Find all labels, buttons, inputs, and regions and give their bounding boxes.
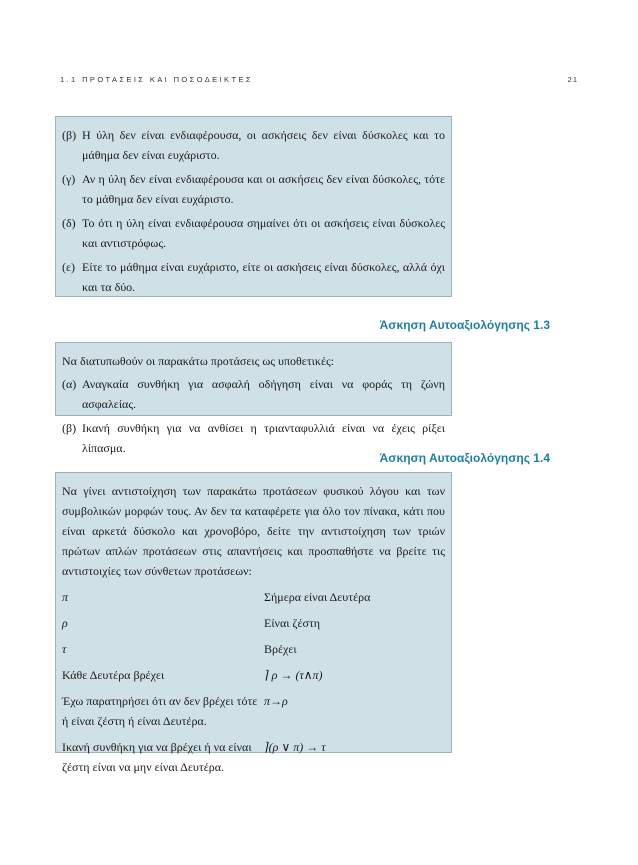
list-item: [62, 125, 445, 165]
row-right: Σήμερα είναι Δευτέρα: [264, 590, 371, 604]
matching-row: [62, 587, 445, 607]
exercise-13-title: Άσκηση Αυτοαξιολόγησης 1.3: [379, 318, 550, 332]
row-left: τ: [62, 642, 67, 656]
exercise-14-intro: Να γίνει αντιστοίχηση των παρακάτω προτάσεων φυσικού λόγου και των συμβολικών μορφών τους. Αν δεν τα καταφέρετε για όλο τον πίνακα, κάτι που είναι αρκετά δύσκολο και χρονοβόρο, δείτε την αντιστοίχηση των τριών πρώτων απλών προτάσεων στις απαντήσεις και προσπαθήστε να βρείτε τις αντιστοιχίες των σύνθετων προτάσεων:: [62, 484, 445, 578]
list-item: [62, 374, 445, 414]
matching-row: [62, 691, 445, 731]
item-text: Το ότι η ύλη είναι ενδιαφέρουσα σημαίνει ότι οι ασκήσεις είναι δύσκολες και αντιστρόφως.: [82, 216, 445, 250]
item-label: (β): [62, 128, 77, 142]
row-right: Είναι ζέστη: [264, 616, 321, 630]
list-item: [62, 169, 445, 209]
item-text: Είτε το μάθημα είναι ευχάριστο, είτε οι ασκήσεις είναι δύσκολες, αλλά όχι και τα δύο.: [82, 260, 445, 294]
item-label: (γ): [62, 172, 76, 186]
matching-row: [62, 613, 445, 633]
item-label: (β): [62, 421, 77, 435]
row-left: Κάθε Δευτέρα βρέχει: [62, 668, 165, 682]
row-right: ⌉ ρ → (τ∧π): [264, 668, 323, 682]
exercise-14-box: [55, 472, 452, 774]
list-item: [62, 213, 445, 253]
row-right: Βρέχει: [264, 642, 297, 656]
page-number: 21: [567, 75, 578, 84]
item-text: Η ύλη δεν είναι ενδιαφέρουσα, οι ασκήσεις δεν είναι δύσκολες και το μάθημα δεν είναι ευχάριστο.: [82, 128, 445, 162]
item-label: (α): [62, 377, 77, 391]
item-text: Ικανή συνθήκη για να ανθίσει η τριανταφυλλιά είναι να έχεις ρίξει λίπασμα.: [82, 421, 445, 455]
list-item: [62, 257, 445, 297]
row-right: ⌉(ρ ∨ π) → τ: [264, 740, 326, 754]
item-label: (ε): [62, 260, 76, 274]
matching-row: [62, 665, 445, 685]
item-text: Αναγκαία συνθήκη για ασφαλή οδήγηση είναι να φοράς τη ζώνη ασφαλείας.: [82, 377, 445, 411]
matching-row: [62, 737, 445, 777]
item-text: Αν η ύλη δεν είναι ενδιαφέρουσα και οι ασκήσεις δεν είναι δύσκολες, τότε το μάθημα δεν είναι ευχάριστο.: [82, 172, 445, 206]
row-left: π: [62, 590, 69, 604]
row-left: ρ: [62, 616, 68, 630]
exercise-continuation-box: [55, 116, 452, 297]
matching-row: [62, 639, 445, 659]
exercise-13-intro: Να διατυπωθούν οι παρακάτω προτάσεις ως υποθετικές:: [62, 354, 335, 368]
row-right: π→ρ: [264, 694, 288, 708]
exercise-14-title: Άσκηση Αυτοαξιολόγησης 1.4: [379, 451, 550, 465]
row-left: Ικανή συνθήκη για να βρέχει ή να είναι ζέστη είναι να μην είναι Δευτέρα.: [62, 740, 252, 774]
item-label: (δ): [62, 216, 76, 230]
header-section-title: 1.1 ΠΡΟΤΑΣΕΙΣ ΚΑΙ ΠΟΣΟΔΕΙΚΤΕΣ: [60, 75, 253, 84]
exercise-13-box: [55, 342, 452, 455]
running-header: [60, 75, 578, 89]
row-left: Έχω παρατηρήσει ότι αν δεν βρέχει τότε ή είναι ζέστη ή είναι Δευτέρα.: [62, 694, 258, 728]
